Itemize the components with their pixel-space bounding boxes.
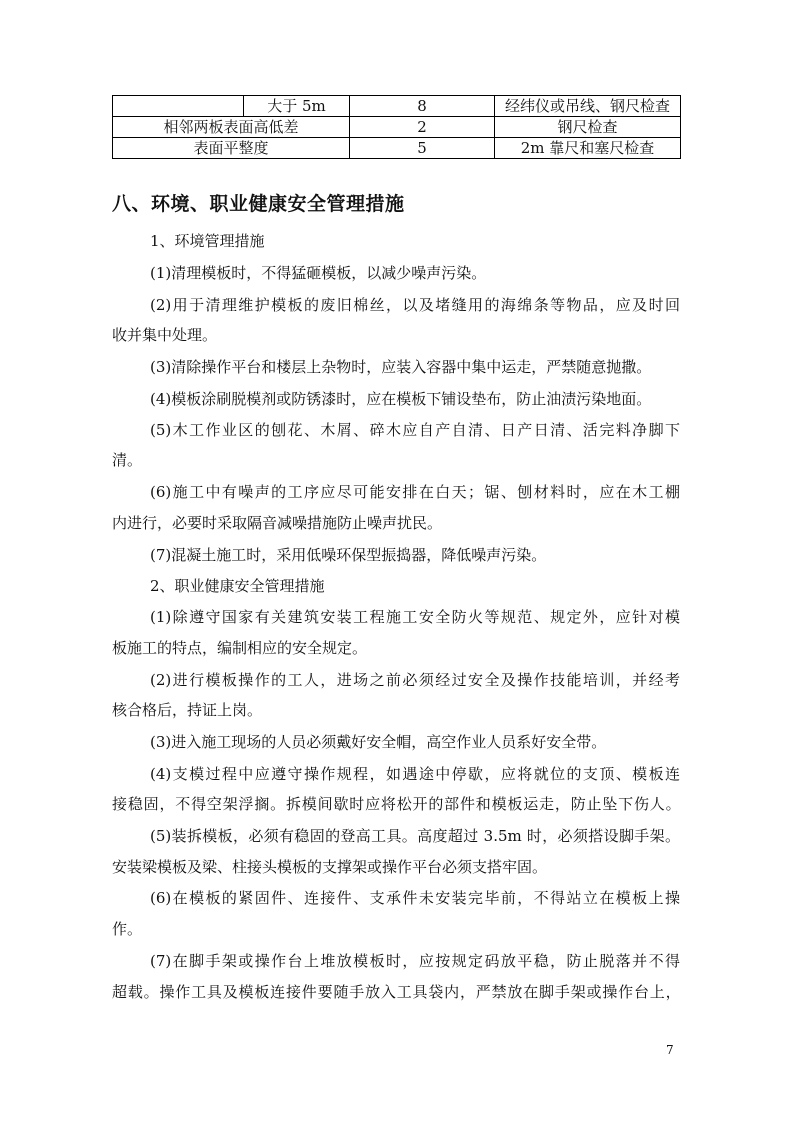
paragraph-line: 板施工的特点，编制相应的安全规定。 (112, 639, 368, 657)
table-cell: 经纬仪或吊线、钢尺检查 (495, 96, 681, 117)
table-row (113, 117, 681, 138)
paragraph-line: 接稳固，不得空架浮搁。拆模间歇时应将松开的部件和模板运走，防止坠下伤人。 (112, 795, 680, 813)
paragraph-line: 安装梁模板及梁、柱接头模板的支撑架或操作平台必须支搭牢固。 (112, 858, 548, 876)
subsection-title: 2、职业健康安全管理措施 (150, 577, 325, 595)
table-row (113, 96, 681, 117)
tolerance-table (112, 95, 681, 159)
paragraph-line: (3)清除操作平台和楼层上杂物时，应装入容器中集中运走，严禁随意抛撒。 (150, 358, 652, 376)
table-cell: 表面平整度 (113, 138, 350, 159)
page-number: 7 (666, 1043, 674, 1057)
paragraph-line: 核合格后，持证上岗。 (112, 701, 263, 719)
table-cell: 2m 靠尺和塞尺检查 (495, 138, 681, 159)
paragraph-line: (5)装拆模板，必须有稳固的登高工具。高度超过 3.5m 时，必须搭设脚手架。 (150, 827, 680, 845)
table-cell: 钢尺检查 (495, 117, 681, 138)
paragraph-line: (7)在脚手架或操作台上堆放模板时，应按规定码放平稳，防止脱落并不得 (150, 952, 680, 970)
paragraph-line: (4)支模过程中应遵守操作规程，如遇途中停歇，应将就位的支顶、模板连 (150, 765, 680, 783)
paragraph-line: (1)清理模板时，不得猛砸模板，以减少噪声污染。 (150, 264, 487, 282)
table-cell: 8 (350, 96, 495, 117)
paragraph-line: (5)木工作业区的刨花、木屑、碎木应自产自清、日产日清、活完料净脚下 (150, 421, 680, 439)
paragraph-line: (3)进入施工现场的人员必须戴好安全帽，高空作业人员系好安全带。 (150, 733, 607, 751)
paragraph-line: (6)施工中有噪声的工序应尽可能安排在白天；锯、刨材料时，应在木工棚 (150, 483, 680, 501)
table-cell: 5 (350, 138, 495, 159)
paragraph-line: 超载。操作工具及模板连接件要随手放入工具袋内，严禁放在脚手架或操作台上， (112, 983, 680, 1001)
paragraph-line: (2)进行模板操作的工人，进场之前必须经过安全及操作技能培训，并经考 (150, 671, 680, 689)
paragraph-line: 内进行，必要时采取隔音减噪措施防止噪声扰民。 (112, 514, 443, 532)
section-heading: 八、环境、职业健康安全管理措施 (112, 193, 405, 215)
paragraph-line: (2)用于清理维护模板的废旧棉丝，以及堵缝用的海绵条等物品，应及时回 (150, 296, 680, 314)
table-cell: 2 (350, 117, 495, 138)
paragraph-line: 清。 (112, 451, 143, 469)
paragraph-line: 收并集中处理。 (112, 326, 218, 344)
paragraph-line: 作。 (112, 920, 143, 938)
paragraph-line: (7)混凝土施工时，采用低噪环保型振捣器，降低噪声污染。 (150, 546, 547, 564)
paragraph-line: (6)在模板的紧固件、连接件、支承件未安装完毕前，不得站立在模板上操 (150, 889, 680, 907)
table-cell: 大于 5m (244, 96, 350, 117)
table-cell (113, 96, 244, 117)
subsection-title: 1、环境管理措施 (150, 232, 265, 250)
table-row (113, 138, 681, 159)
paragraph-line: (4)模板涂刷脱模剂或防锈漆时，应在模板下铺设垫布，防止油渍污染地面。 (150, 390, 652, 408)
paragraph-line: (1)除遵守国家有关建筑安装工程施工安全防火等规范、规定外，应针对模 (150, 608, 680, 626)
table-cell: 相邻两板表面高低差 (113, 117, 350, 138)
